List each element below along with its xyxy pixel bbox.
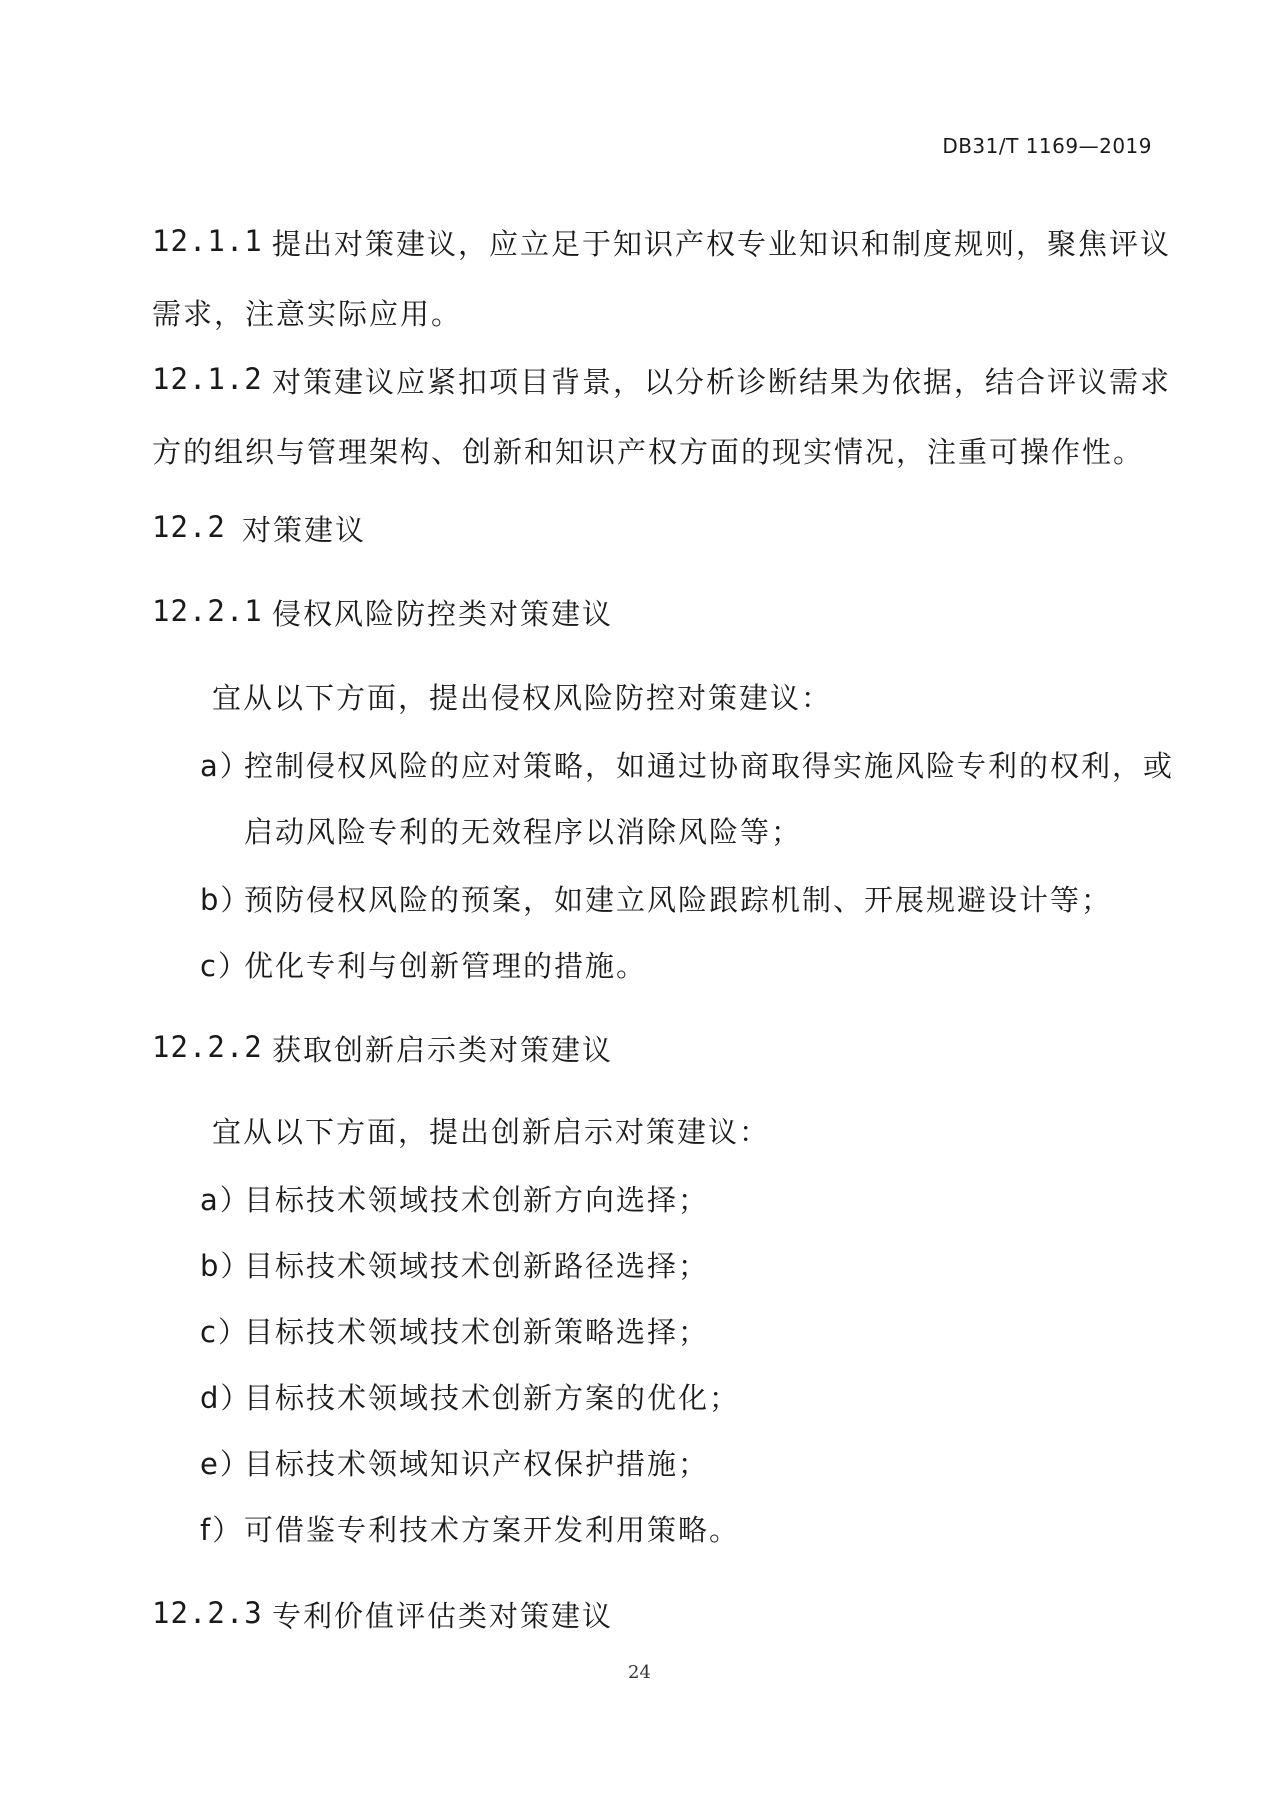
clause-12-2-1-intro: 宜从以下方面，提出侵权风险防控对策建议：	[212, 681, 833, 715]
section-title-12-2: 对策建议	[242, 513, 367, 547]
list-item-text: 预防侵权风险的预案，如建立风险跟踪机制、开展规避设计等；	[244, 883, 1113, 917]
list-item-text: 目标技术领域技术创新策略选择；	[244, 1315, 710, 1349]
list-item-label: b）	[200, 1249, 252, 1283]
clause-number-12-1-1: 12.1.1	[152, 224, 263, 258]
list-item-text: 目标技术领域技术创新方向选择；	[244, 1183, 710, 1217]
clause-number-12-1-2: 12.1.2	[152, 362, 263, 396]
clause-12-1-2-line2: 方的组织与管理架构、创新和知识产权方面的现实情况，注重可操作性。	[152, 435, 1145, 469]
list-item-text: 可借鉴专利技术方案开发利用策略。	[244, 1513, 741, 1547]
clause-number-12-2-2: 12.2.2	[152, 1030, 263, 1064]
list-item-label: a）	[200, 1183, 251, 1217]
list-item-text: 目标技术领域技术创新路径选择；	[244, 1249, 710, 1283]
page-number: 24	[628, 1662, 651, 1683]
list-item-label: b）	[200, 883, 252, 917]
list-item-label: c）	[200, 949, 249, 983]
section-number-12-2: 12.2	[152, 510, 226, 544]
clause-12-1-1-line1: 提出对策建议，应立足于知识产权专业知识和制度规则，聚焦评议	[272, 227, 1172, 261]
clause-12-1-1-line2: 需求，注意实际应用。	[152, 297, 463, 331]
clause-title-12-2-1: 侵权风险防控类对策建议	[272, 597, 614, 631]
list-item-text: 目标技术领域知识产权保护措施；	[244, 1447, 710, 1481]
document-code: DB31/T 1169—2019	[942, 134, 1152, 158]
clause-12-1-2-line1: 对策建议应紧扣项目背景，以分析诊断结果为依据，结合评议需求	[272, 365, 1172, 399]
list-item-text: 目标技术领域技术创新方案的优化；	[244, 1381, 741, 1415]
list-item-label: c）	[200, 1315, 249, 1349]
list-item-label: a）	[200, 749, 251, 783]
list-item-label: e）	[200, 1447, 251, 1481]
clause-number-12-2-1: 12.2.1	[152, 594, 263, 628]
list-item-text-continued: 启动风险专利的无效程序以消除风险等；	[244, 815, 803, 849]
clause-title-12-2-2: 获取创新启示类对策建议	[272, 1033, 614, 1067]
clause-title-12-2-3: 专利价值评估类对策建议	[272, 1599, 614, 1633]
clause-number-12-2-3: 12.2.3	[152, 1596, 263, 1630]
list-item-label: d）	[200, 1381, 252, 1415]
list-item-text: 优化专利与创新管理的措施。	[244, 949, 648, 983]
list-item-text: 控制侵权风险的应对策略，如通过协商取得实施风险专利的权利，或	[244, 749, 1175, 783]
list-item-label: f）	[200, 1513, 244, 1547]
clause-12-2-2-intro: 宜从以下方面，提出创新启示对策建议：	[212, 1115, 771, 1149]
